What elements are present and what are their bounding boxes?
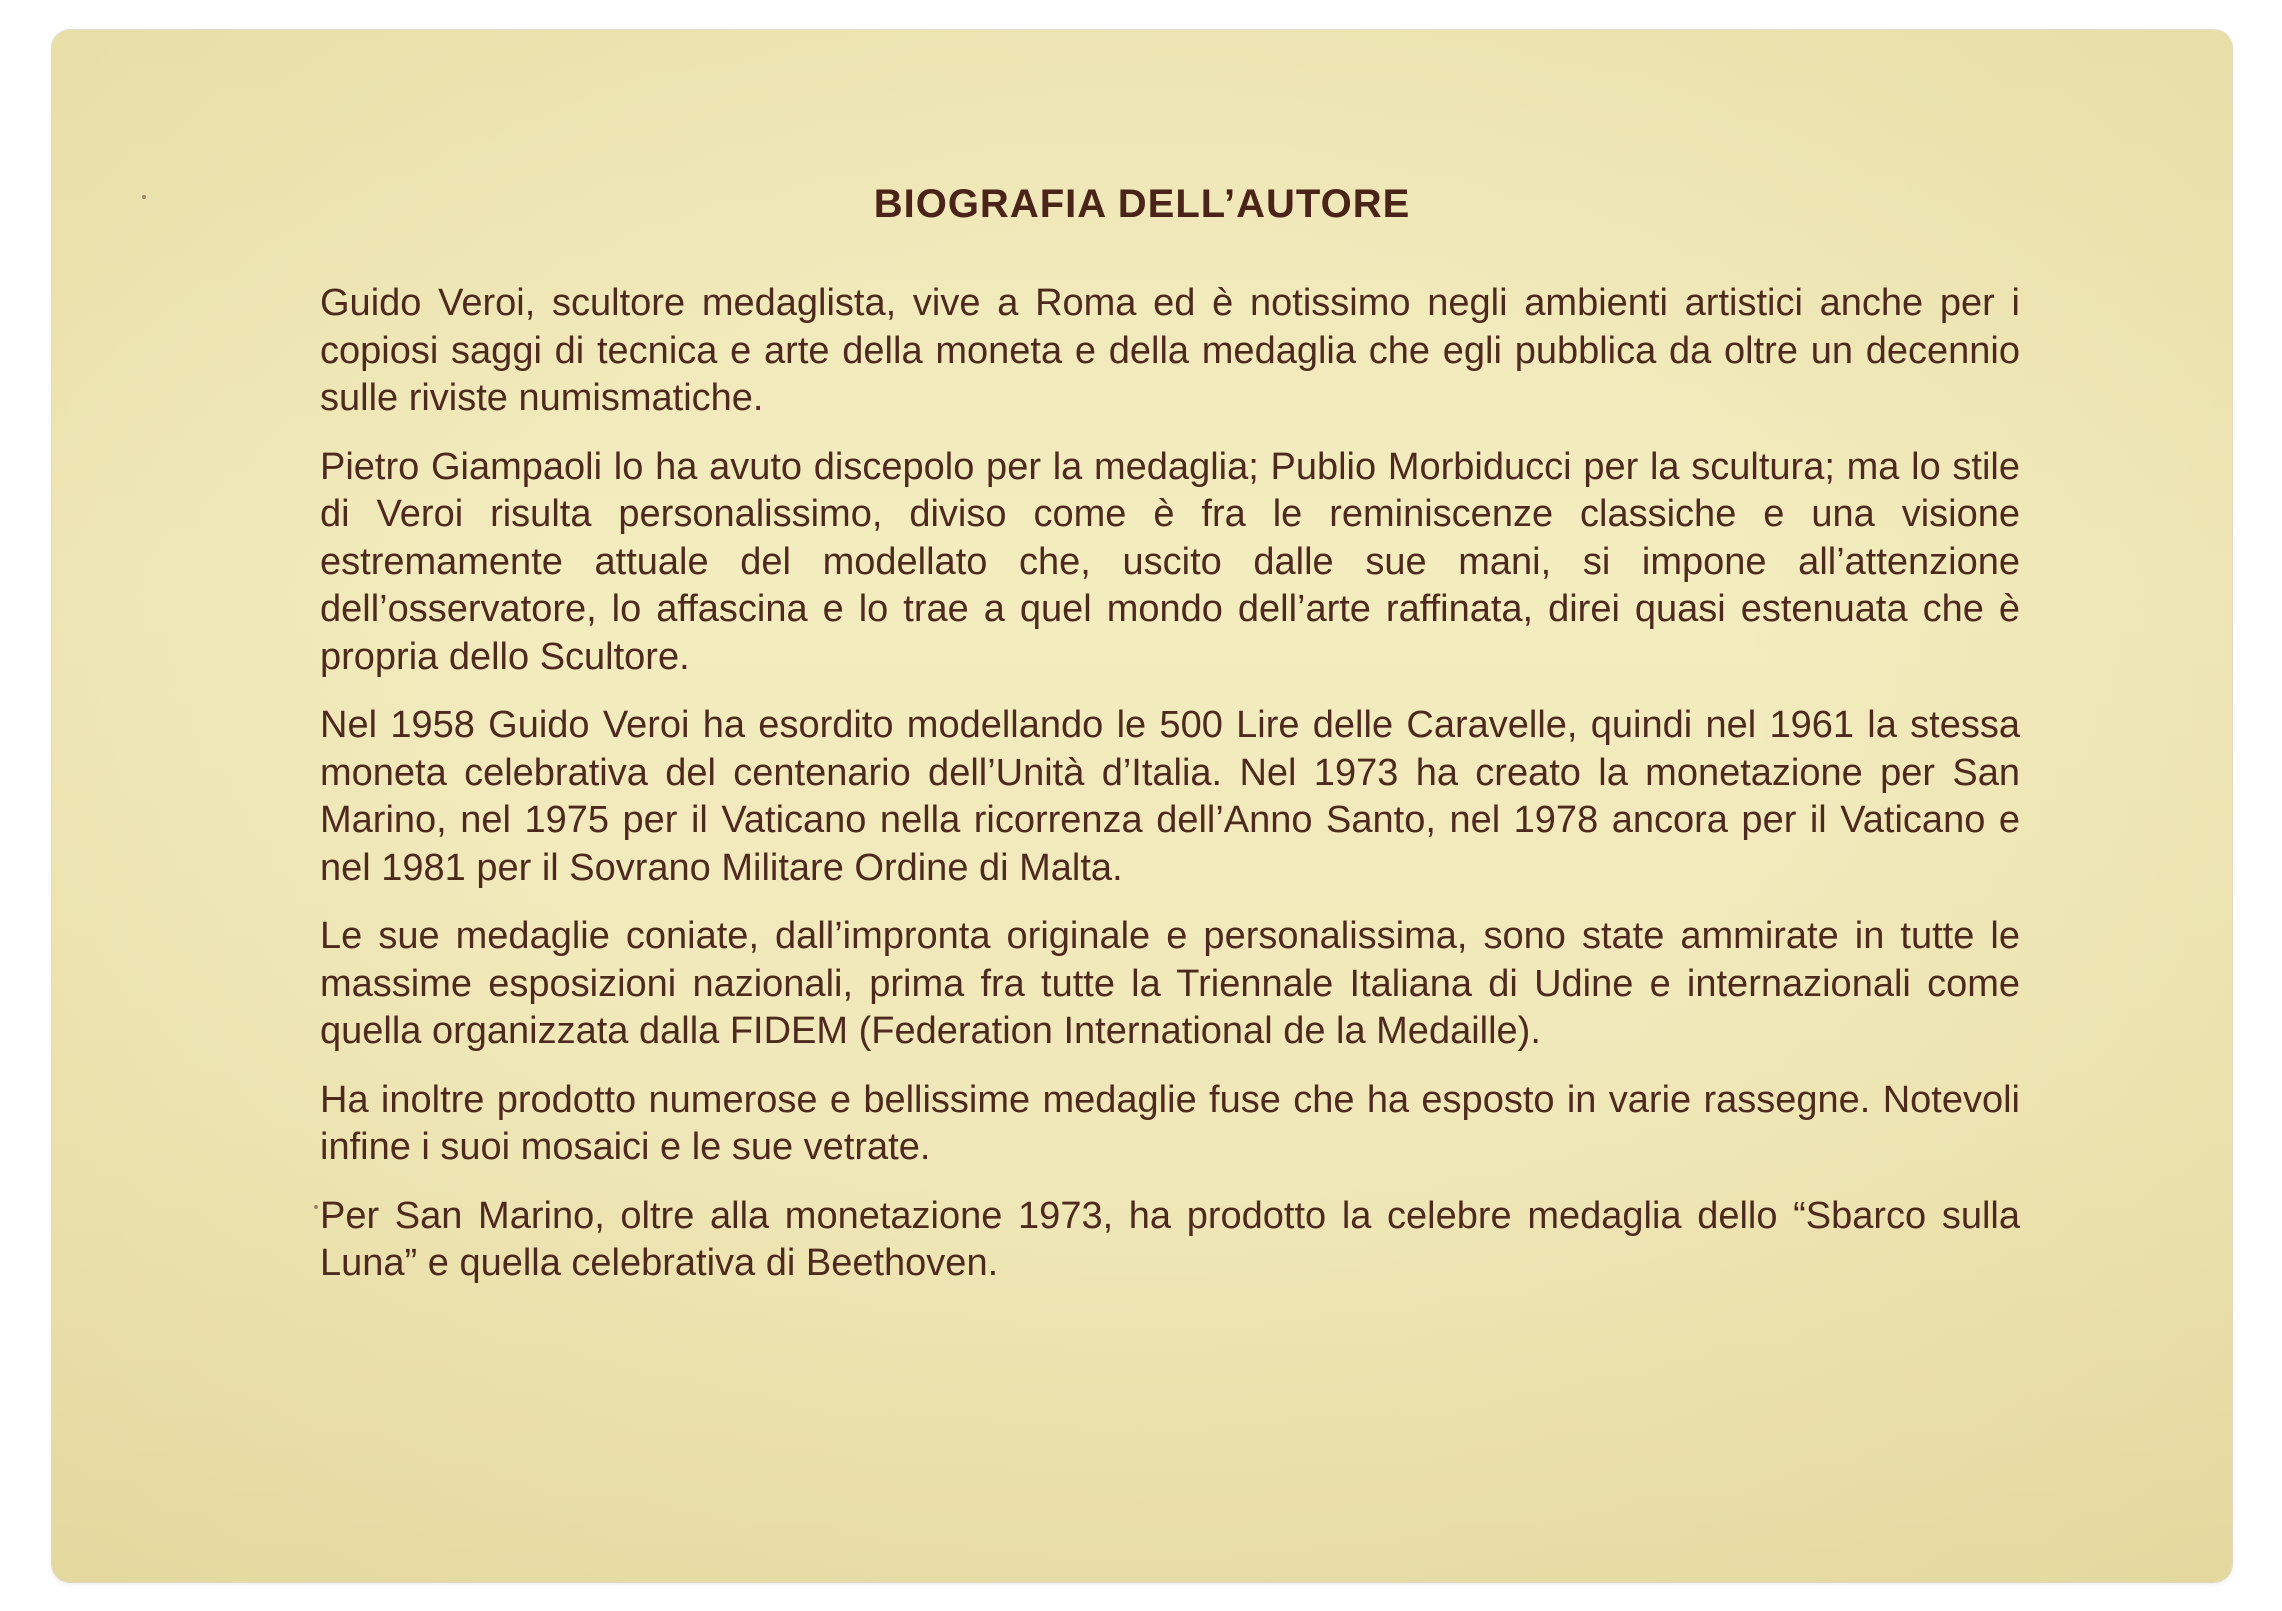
paper-speck — [314, 1205, 318, 1209]
document-body — [320, 280, 2020, 1309]
paper-speck — [142, 195, 146, 199]
biography-card — [52, 30, 2232, 1582]
paragraph-6: Per San Marino, oltre alla monetazione 1973, ha prodotto la celebre medaglia dello “Sbarco sulla Luna” e quella celebrativa di Beethoven. — [320, 1194, 2020, 1284]
paragraph-2: Pietro Giampaoli lo ha avuto discepolo per la medaglia; Publio Morbiducci per la scultura; ma lo stile di Veroi risulta personalissimo, diviso come è fra le reminiscenze classiche e una visione estremamente attuale del modellato che, uscito dalle sue mani, si impone all’attenzione dell’osservatore, lo affascina e lo trae a quel mondo dell’arte raffinata, direi quasi estenuata che è propria dello Scultore. — [320, 445, 2020, 678]
paragraph-1: Guido Veroi, scultore medaglista, vive a Roma ed è notissimo negli ambienti artistici anche per i copiosi saggi di tecnica e arte della moneta e della medaglia che egli pubblica da oltre un decennio sulle riviste numismatiche. — [320, 282, 2020, 419]
paragraph-5: Ha inoltre prodotto numerose e bellissime medaglie fuse che ha esposto in varie rassegne. Notevoli infine i suoi mosaici e le sue vetrate. — [320, 1078, 2020, 1168]
paragraph-4: Le sue medaglie coniate, dall’impronta originale e personalissima, sono state ammirate in tutte le massime esposizioni nazionali, prima fra tutte la Triennale Italiana di Udine e internazionali come quella organizzata dalla FIDEM (Federation International de la Medaille). — [320, 915, 2020, 1052]
document-title: BIOGRAFIA DELL’AUTORE — [873, 182, 1411, 226]
paragraph-3: Nel 1958 Guido Veroi ha esordito modellando le 500 Lire delle Caravelle, quindi nel 1961 la stessa moneta celebrativa del centenario dell’Unità d’Italia. Nel 1973 ha creato la monetazione per San Marino, nel 1975 per il Vaticano nella ricorrenza dell’Anno Santo, nel 1978 ancora per il Vaticano e nel 1981 per il Sovrano Militare Ordine di Malta. — [320, 704, 2020, 889]
